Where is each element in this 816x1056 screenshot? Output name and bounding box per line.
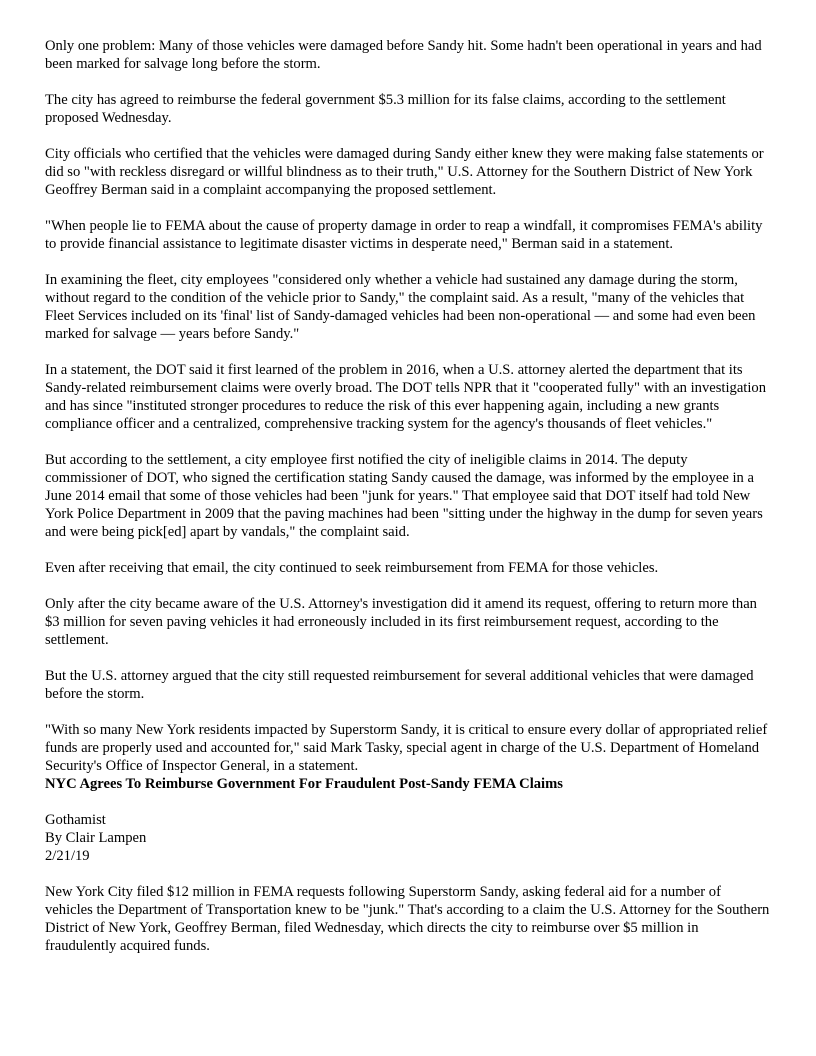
body-paragraph: In examining the fleet, city employees "considered only whether a vehicle had sustained any damage during the storm, without regard to the condition of the vehicle prior to Sandy," the complaint said. As a result, "many of the vehicles that Fleet Services included on its 'final' list of Sandy-damaged vehicles had been non-operational — and some had even been marked for salvage — years before Sandy." bbox=[45, 272, 756, 342]
body-paragraph: City officials who certified that the vehicles were damaged during Sandy either knew they were making false statements or did so "with reckless disregard or willful blindness as to their truth," U.S. Attorney for the Southern District of New York Geoffrey Berman said in a complaint accompanying the proposed settlement. bbox=[45, 146, 764, 198]
article bbox=[45, 775, 771, 955]
article-date: 2/21/19 bbox=[45, 848, 90, 864]
body-paragraph: Only one problem: Many of those vehicles were damaged before Sandy hit. Some hadn't been operational in years and had been marked for salvage long before the storm. bbox=[45, 38, 762, 72]
article-lead-paragraph: New York City filed $12 million in FEMA requests following Superstorm Sandy, asking federal aid for a number of vehicles the Department of Transportation knew to be "junk." That's according to a claim the U.S. Attorney for the Southern District of New York, Geoffrey Berman, filed Wednesday, which directs the city to reimburse over $5 million in fraudulently acquired funds. bbox=[45, 884, 770, 954]
body-paragraph: Only after the city became aware of the U.S. Attorney's investigation did it amend its request, offering to return more than $3 million for seven paving vehicles it had erroneously included in its first reimbursement request, according to the settlement. bbox=[45, 596, 757, 648]
article-source: Gothamist bbox=[45, 812, 106, 828]
body-paragraph: "With so many New York residents impacted by Superstorm Sandy, it is critical to ensure every dollar of appropriated relief funds are properly used and accounted for," said Mark Tasky, special agent in charge of the U.S. Department of Homeland Security's Office of Inspector General, in a statement. bbox=[45, 722, 768, 774]
body-paragraph: Even after receiving that email, the city continued to seek reimbursement from FEMA for those vehicles. bbox=[45, 560, 659, 576]
article-continued-body bbox=[45, 37, 771, 775]
body-paragraph: In a statement, the DOT said it first learned of the problem in 2016, when a U.S. attorney alerted the department that its Sandy-related reimbursement claims were overly broad. The DOT tells NPR that it "cooperated fully" with an investigation and has since "instituted stronger procedures to reduce the risk of this ever happening again, including a new grants compliance officer and a centralized, comprehensive tracking system for the agency's thousands of fleet vehicles." bbox=[45, 362, 767, 432]
body-paragraph: But according to the settlement, a city employee first notified the city of ineligible claims in 2014. The deputy commissioner of DOT, who signed the certification stating Sandy caused the damage, was informed by the employee in a June 2014 email that some of those vehicles had been "junk for years." That employee said that DOT itself had told New York Police Department in 2009 that the paving machines had been "sitting under the highway in the dump for seven years and were being pick[ed] apart by vandals," the complaint said. bbox=[45, 452, 763, 540]
article-headline: NYC Agrees To Reimburse Government For Fraudulent Post-Sandy FEMA Claims bbox=[45, 776, 563, 792]
body-paragraph: But the U.S. attorney argued that the city still requested reimbursement for several additional vehicles that were damaged before the storm. bbox=[45, 668, 754, 702]
body-paragraph: The city has agreed to reimburse the federal government $5.3 million for its false claims, according to the settlement proposed Wednesday. bbox=[45, 92, 726, 126]
body-paragraph: "When people lie to FEMA about the cause of property damage in order to reap a windfall, it compromises FEMA's ability to provide financial assistance to legitimate disaster victims in desperate need," Berman said in a statement. bbox=[45, 218, 763, 252]
document-page bbox=[45, 37, 771, 973]
article-byline: By Clair Lampen bbox=[45, 830, 147, 846]
article-meta bbox=[45, 811, 771, 865]
